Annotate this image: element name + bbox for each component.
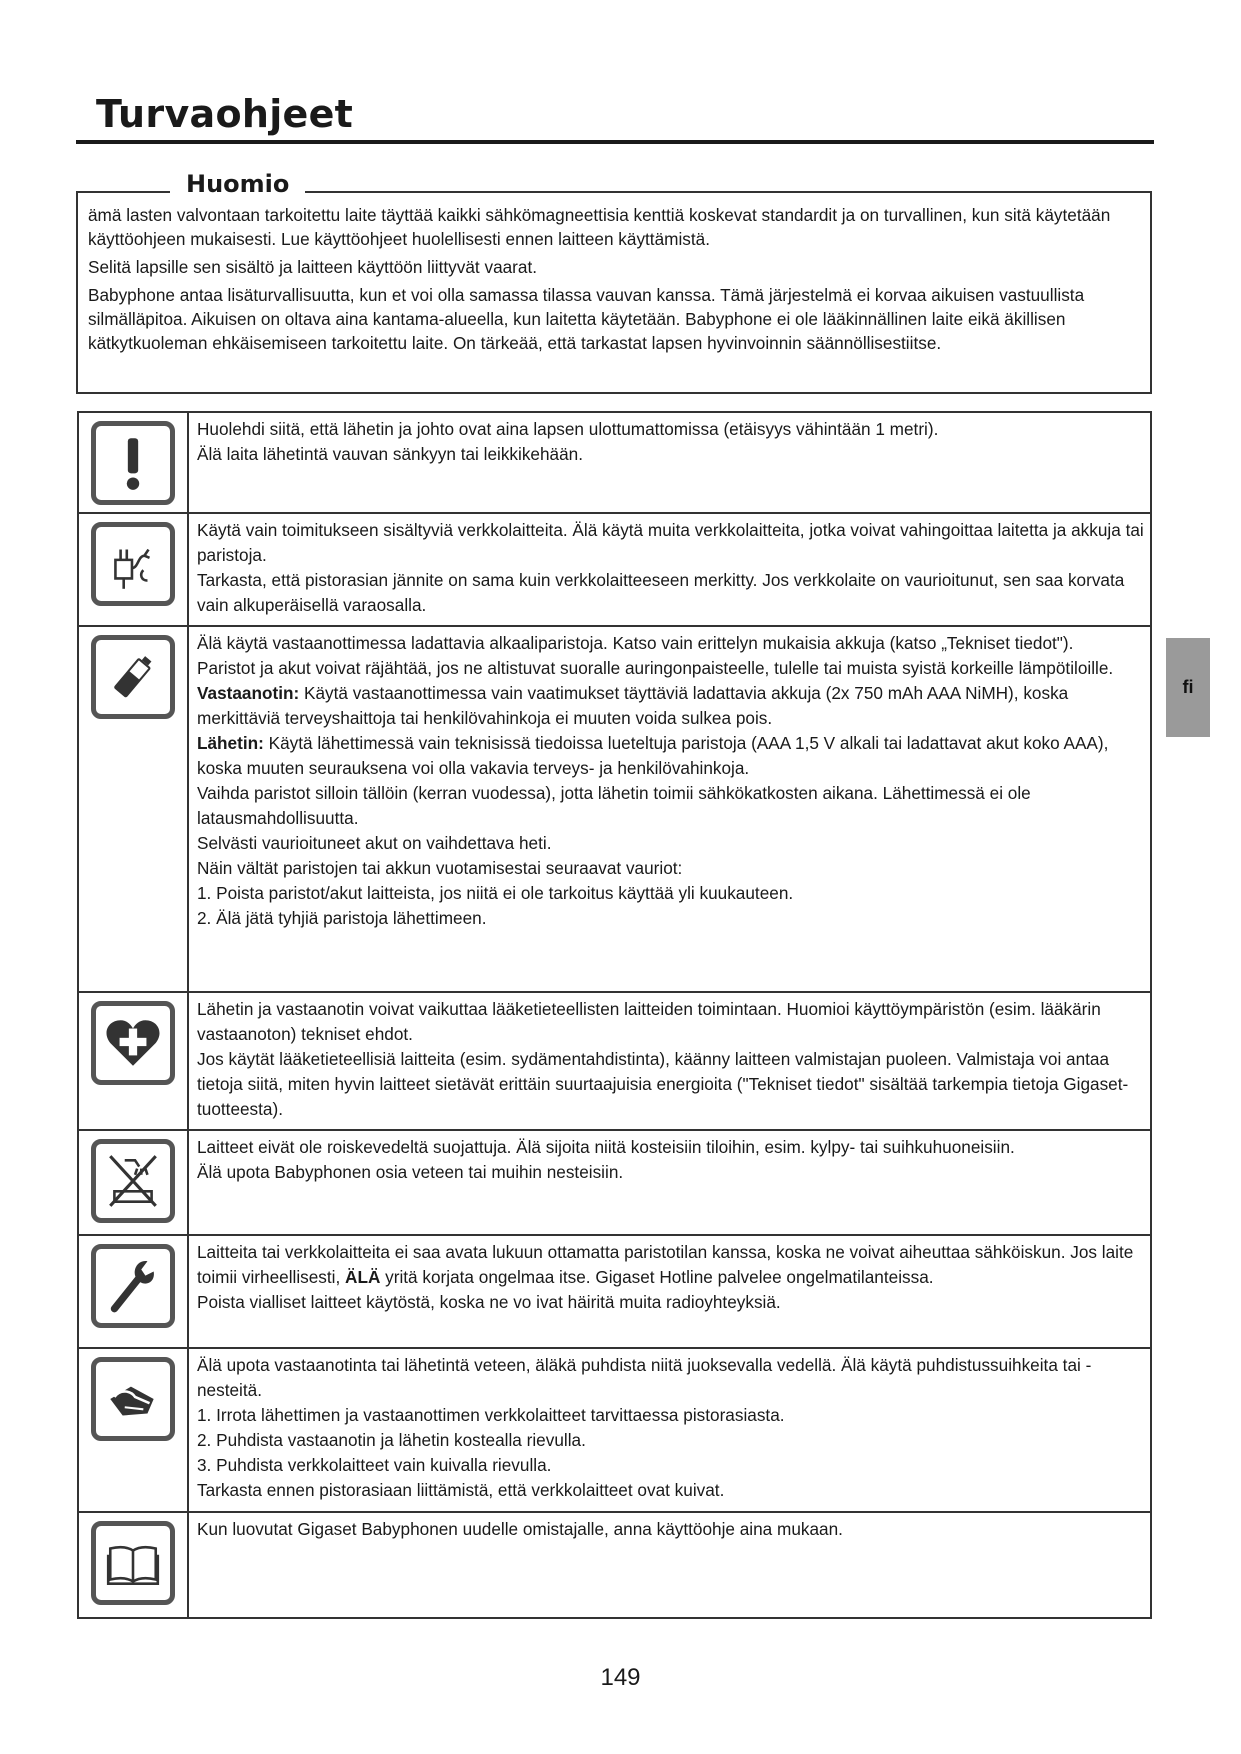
row-text: 1. Poista paristot/akut laitteista, jos niitä ei ole tarkoitus käyttää yli kuukauteen.: [197, 883, 794, 903]
row-text: Älä laita lähetintä vauvan sänkyyn tai leikkikehään.: [197, 444, 583, 464]
wrench-icon: [91, 1244, 175, 1328]
row-text: Selvästi vaurioituneet akut on vaihdettava heti.: [197, 833, 552, 853]
row-text: Jos käytät lääketieteellisiä laitteita (esim. sydämentahdistinta), käänny laitteen valmistajan puoleen. Valmistaja voi antaa tietoja siitä, miten hyvin laitteet sietävät erittäin suurtaajuisia energioita ("Tekniset tiedot" sisältää tarkempia tietoja Gigaset-tuotteesta).: [197, 1049, 1129, 1119]
safety-table: [77, 411, 1152, 1619]
text-cell: [188, 626, 1151, 992]
icon-cell: [78, 1130, 188, 1235]
notice-paragraph: Selitä lapsille sen sisältö ja laitteen käyttöön liittyvät vaarat.: [88, 257, 538, 277]
row-text: [197, 1240, 1144, 1290]
table-row: [78, 626, 1151, 992]
table-row: [78, 1235, 1151, 1348]
manual-book-icon: [91, 1521, 175, 1605]
row-text: Älä upota vastaanotinta tai lähetintä veteen, äläkä puhdista niitä juoksevalla vedellä. Älä käytä puhdistussuihkeita tai -nesteitä.: [197, 1355, 1092, 1400]
notice-box: [76, 191, 1152, 394]
icon-cell: [78, 626, 188, 992]
notice-body: [88, 203, 1140, 359]
notice-heading: Huomio: [170, 170, 305, 198]
page-number: 149: [600, 1664, 641, 1691]
table-row: [78, 992, 1151, 1130]
row-text: Vaihda paristot silloin tällöin (kerran vuodessa), jotta lähetin toimii sähkökatkosten aikana. Lähettimessä ei ole latausmahdollisuutta.: [197, 783, 1031, 828]
table-row: [78, 513, 1151, 626]
row-text: Tarkasta, että pistorasian jännite on sama kuin verkkolaitteeseen merkitty. Jos verkkolaite on vaurioitunut, sen saa korvata vain alkuperäisellä varaosalla.: [197, 570, 1125, 615]
row-text: Laitteet eivät ole roiskevedeltä suojattuja. Älä sijoita niitä kosteisiin tiloihin, esim. kylpy- tai suihkuhuoneisiin.: [197, 1137, 1015, 1157]
table-row: [78, 412, 1151, 513]
page-title: Turvaohjeet: [96, 92, 354, 136]
text-cell: [188, 1512, 1151, 1618]
row-text: 1. Irrota lähettimen ja vastaanottimen verkkolaitteet tarvittaessa pistorasiasta.: [197, 1405, 785, 1425]
row-text: Kun luovutat Gigaset Babyphonen uudelle omistajalle, anna käyttöohje aina mukaan.: [197, 1519, 843, 1539]
row-text: Tarkasta ennen pistorasiaan liittämistä, että verkkolaitteet ovat kuivat.: [197, 1480, 725, 1500]
text-cell: [188, 992, 1151, 1130]
table-row: [78, 1130, 1151, 1235]
table-row: [78, 1348, 1151, 1512]
row-text: Käytä vain toimitukseen sisältyviä verkkolaitteita. Älä käytä muita verkkolaitteita, jotka voivat vahingoittaa laitetta ja akkuja tai paristoja.: [197, 520, 1144, 565]
text-cell: [188, 1235, 1151, 1348]
text-cell: [188, 513, 1151, 626]
row-text: 2. Puhdista vastaanotin ja lähetin kostealla rievulla.: [197, 1430, 586, 1450]
row-text: Poista vialliset laitteet käytöstä, koska ne vo ivat häiritä muita radioyhteyksiä.: [197, 1292, 781, 1312]
icon-cell: [78, 1235, 188, 1348]
row-text: 2. Älä jätä tyhjiä paristoja lähettimeen.: [197, 908, 487, 928]
language-tab: fi: [1166, 638, 1210, 737]
power-adapter-icon: [91, 522, 175, 606]
notice-paragraph: ämä lasten valvontaan tarkoitettu laite täyttää kaikki sähkömagneettisia kenttiä koskevat standardit ja on turvallinen, kun sitä käytetään käyttöohjeen mukaisesti. Lue käyttöohjeet huolellisesti ennen laitteen käyttämistä.: [88, 205, 1111, 249]
row-text-part: Laitteita tai verkkolaitteita ei saa avata lukuun ottamatta paristotilan kanssa, koska ne voivat aiheuttaa sähköiskun. Jos laite toimii virheellisesti,: [197, 1242, 1134, 1287]
table-row: [78, 1512, 1151, 1618]
row-text: Älä upota Babyphonen osia veteen tai muihin nesteisiin.: [197, 1162, 624, 1182]
row-text: Näin vältät paristojen tai akkun vuotamisestai seuraavat vauriot:: [197, 858, 683, 878]
title-divider: [76, 140, 1154, 144]
row-text: Huolehdi siitä, että lähetin ja johto ovat aina lapsen ulottumattomissa (etäisyys vähintään 1 metri).: [197, 419, 939, 439]
icon-cell: [78, 1512, 188, 1618]
notice-paragraph: Babyphone antaa lisäturvallisuutta, kun et voi olla samassa tilassa vauvan kanssa. Tämä järjestelmä ei korvaa aikuisen vastuullista silmälläpitoa. Aikuisen on oltava aina kantama-alueella, kun laitetta käytetään. Babyphone ei ole lääkinnällinen laite eikä äkillisen kätkytkuoleman ehkäisemiseen tarkoitettu laite. On tärkeää, että tarkastat lapsen hyvinvoinnin säännöllisestiitse.: [88, 285, 1085, 353]
battery-icon: [91, 635, 175, 719]
row-text: Lähetin ja vastaanotin voivat vaikuttaa lääketieteellisten laitteiden toimintaan. Huomioi käyttöympäristön (esim. lääkärin vastaanoton) tekniset ehdot.: [197, 999, 1101, 1044]
row-text: Älä käytä vastaanottimessa ladattavia alkaaliparistoja. Katso vain erittelyn mukaisia akkuja (katso „Tekniset tiedot").: [197, 633, 1074, 653]
icon-cell: [78, 513, 188, 626]
transmitter-label: Lähetin:: [197, 733, 264, 753]
icon-cell: [78, 412, 188, 513]
row-text: [197, 731, 1144, 781]
receiver-text: Käytä vastaanottimessa vain vaatimukset täyttäviä ladattavia akkuja (2x 750 mAh AAA NiMH), koska merkittäviä terveyshaittoja tai henkilövahinkoja ei muuten voida sulkea pois.: [197, 683, 1069, 728]
text-cell: [188, 1348, 1151, 1512]
cleaning-hand-icon: [91, 1357, 175, 1441]
icon-cell: [78, 1348, 188, 1512]
medical-heart-icon: [91, 1001, 175, 1085]
no-water-icon: [91, 1139, 175, 1223]
row-text: [197, 681, 1144, 731]
row-text: Paristot ja akut voivat räjähtää, jos ne altistuvat suoralle auringonpaisteelle, tulelle tai muista syistä korkeille lämpötiloille.: [197, 658, 1114, 678]
row-text-emphasis: ÄLÄ: [345, 1267, 381, 1287]
row-text: 3. Puhdista verkkolaitteet vain kuivalla rievulla.: [197, 1455, 552, 1475]
text-cell: [188, 1130, 1151, 1235]
row-text-part: yritä korjata ongelmaa itse. Gigaset Hotline palvelee ongelmatilanteissa.: [380, 1267, 934, 1287]
transmitter-text: Käytä lähettimessä vain teknisissä tiedoissa lueteltuja paristoja (AAA 1,5 V alkali tai ladattavat akut koko AAA), koska muuten seurauksena voi olla vakavia terveys- ja henkilövahinkoja.: [197, 733, 1109, 778]
icon-cell: [78, 992, 188, 1130]
text-cell: [188, 412, 1151, 513]
receiver-label: Vastaanotin:: [197, 683, 300, 703]
warning-exclamation-icon: [91, 421, 175, 505]
